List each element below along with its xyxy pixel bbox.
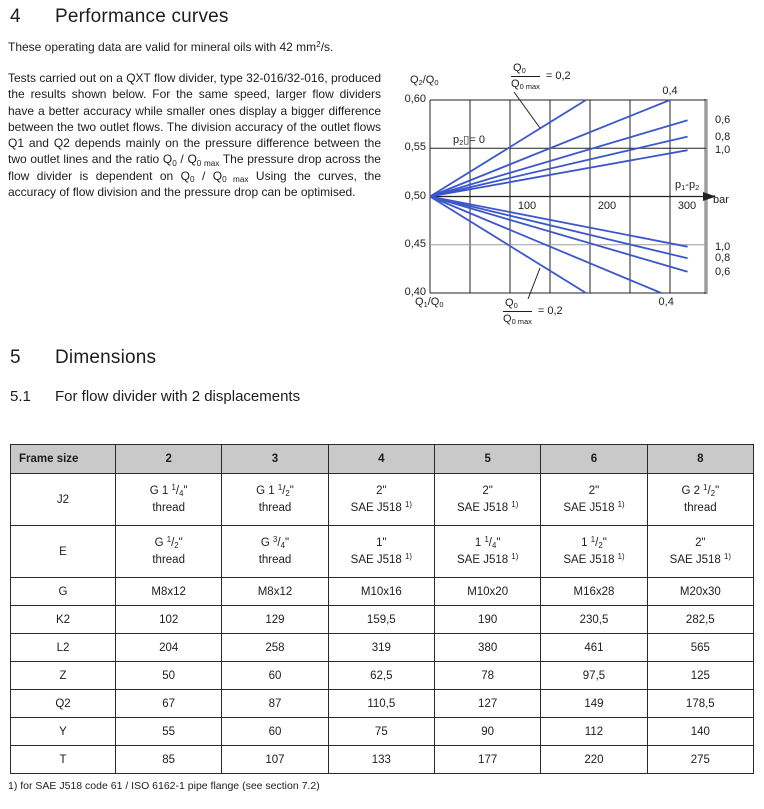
curve-label-lower-0,8: 0,8 xyxy=(715,252,731,265)
table-cell: 177 xyxy=(434,746,540,774)
table-cell: 67 xyxy=(116,690,222,718)
curve-label-lower-1,0: 1,0 xyxy=(715,240,731,253)
table-cell: 127 xyxy=(434,690,540,718)
y-tick-0,40: 0,40 xyxy=(404,286,426,298)
row-label-Z: Z xyxy=(11,662,116,690)
table-cell: 230,5 xyxy=(541,606,647,634)
table-header-size-8: 8 xyxy=(647,445,753,474)
cell-line: SAE J518 $^{1)}$ xyxy=(563,551,625,566)
section-5-1-heading xyxy=(10,388,300,405)
section-4-heading xyxy=(10,6,229,28)
table-cell xyxy=(541,526,647,578)
table-cell: 102 xyxy=(116,606,222,634)
table-cell: M20x30 xyxy=(647,578,753,606)
x-axis-label: $p_1-p_2$ xyxy=(675,179,700,193)
table-cell: 55 xyxy=(116,718,222,746)
chart-canvas xyxy=(398,60,764,338)
table-cell xyxy=(541,474,647,526)
table-cell: 461 xyxy=(541,634,647,662)
cell-line: SAE J518 $^{1)}$ xyxy=(350,551,412,566)
curve-label-lower-0,6: 0,6 xyxy=(715,265,731,278)
cell-line: 2" xyxy=(588,484,600,497)
section-5-number: 5 xyxy=(10,347,21,368)
ratio-fraction xyxy=(511,63,540,90)
table-cell: 275 xyxy=(647,746,753,774)
table-cell: 85 xyxy=(116,746,222,774)
table-cell: 112 xyxy=(541,718,647,746)
section-5-1-title: For flow divider with 2 displacements xyxy=(55,388,301,405)
y-tick-0,55: 0,55 xyxy=(404,141,426,154)
table-cell: 190 xyxy=(434,606,540,634)
ratio-equals: = 0,2 xyxy=(537,305,563,317)
curve-label-upper-0,8: 0,8 xyxy=(715,130,731,143)
table-cell: 60 xyxy=(222,718,328,746)
y-axis-label-top: $Q_2/Q_0$ xyxy=(410,74,439,88)
table-cell: 140 xyxy=(647,718,753,746)
annotation-pointer-top xyxy=(514,92,540,128)
table-cell: 319 xyxy=(328,634,434,662)
row-label-J2: J2 xyxy=(11,474,116,526)
x-axis-unit: bar xyxy=(713,194,729,206)
performance-chart xyxy=(398,60,764,338)
ratio-numerator: $Q_0$ xyxy=(511,63,540,77)
table-cell: M16x28 xyxy=(541,578,647,606)
table-cell xyxy=(328,474,434,526)
x-tick-300: 300 xyxy=(677,200,697,212)
cell-line: thread xyxy=(152,501,185,514)
cell-line: thread xyxy=(152,553,185,566)
table-cell xyxy=(328,526,434,578)
dimensions-table xyxy=(10,444,754,774)
table-cell: 258 xyxy=(222,634,328,662)
curve-label-upper-1,0: 1,0 xyxy=(715,144,731,157)
ratio-annotation-bottom xyxy=(503,298,563,325)
ratio-denominator: $Q_{0 max}$ xyxy=(503,313,532,327)
section-5-1-number: 5.1 xyxy=(10,388,31,405)
x-tick-100: 100 xyxy=(517,200,537,212)
table-cell: 125 xyxy=(647,662,753,690)
table-cell: 107 xyxy=(222,746,328,774)
row-label-L2: L2 xyxy=(11,634,116,662)
table-cell xyxy=(647,526,753,578)
table-cell: 380 xyxy=(434,634,540,662)
table-cell: 90 xyxy=(434,718,540,746)
cell-line: 2" xyxy=(482,484,493,497)
row-label-Y: Y xyxy=(11,718,116,746)
table-cell: 129 xyxy=(222,606,328,634)
table-cell: 78 xyxy=(434,662,540,690)
cell-line: thread xyxy=(258,553,292,566)
table-cell xyxy=(116,474,222,526)
condition-p2-label: $p_2▯= 0$ xyxy=(453,134,485,148)
section-4-number: 4 xyxy=(10,6,21,27)
cell-line: thread xyxy=(684,501,717,514)
table-cell: M8x12 xyxy=(222,578,328,606)
table-cell xyxy=(434,526,540,578)
row-label-K2: K2 xyxy=(11,606,116,634)
ratio-denominator: $Q_{0 max}$ xyxy=(511,78,540,92)
cell-line: G 1 $^1/_4$" xyxy=(149,482,188,498)
table-cell: 75 xyxy=(328,718,434,746)
table-cell: M10x16 xyxy=(328,578,434,606)
cell-line: thread xyxy=(258,501,292,514)
cell-line: 2" xyxy=(695,536,706,549)
table-cell: 178,5 xyxy=(647,690,753,718)
table-cell: 60 xyxy=(222,662,328,690)
table-cell xyxy=(222,474,328,526)
intro-paragraph: These operating data are valid for mineral oils with 42 $mm^2/s$. xyxy=(8,40,334,54)
y-tick-0,50: 0,50 xyxy=(404,189,426,202)
table-cell: 220 xyxy=(541,746,647,774)
curve-label-upper-0,4: 0,4 xyxy=(662,85,678,97)
table-header-size-6: 6 xyxy=(541,445,647,474)
cell-line: G $^3/_4$" xyxy=(260,534,290,550)
table-cell: 282,5 xyxy=(647,606,753,634)
cell-line: G 1 $^1/_2$" xyxy=(256,482,294,498)
ratio-numerator: $Q_0$ xyxy=(503,298,532,312)
table-cell: M8x12 xyxy=(116,578,222,606)
cell-line: SAE J518 $^{1)}$ xyxy=(457,551,519,566)
section-5-title: Dimensions xyxy=(55,347,157,368)
cell-line: 1" xyxy=(376,536,387,549)
table-cell: 133 xyxy=(328,746,434,774)
curve-label-lower-0,4: 0,4 xyxy=(658,296,674,308)
cell-line: SAE J518 $^{1)}$ xyxy=(563,499,625,514)
table-cell: 149 xyxy=(541,690,647,718)
ratio-equals: = 0,2 xyxy=(545,70,571,82)
y-axis-label-bottom: $Q_1/Q_0$ xyxy=(415,296,444,310)
table-cell: 110,5 xyxy=(328,690,434,718)
curve-ratio-0,8 xyxy=(430,197,688,259)
annotation-pointer-bottom xyxy=(528,268,540,299)
table-cell: 50 xyxy=(116,662,222,690)
table-cell: 159,5 xyxy=(328,606,434,634)
curve-ratio-0,6 xyxy=(430,197,688,272)
footnote: 1) for SAE J518 code 61 / ISO 6162-1 pipe flange (see section 7.2) xyxy=(8,780,320,792)
cell-line: G 2 $^1/_2$" xyxy=(681,482,720,498)
body-paragraph: Tests carried out on a QXT flow divider, type 32-016/32-016, produced the results shown below. For the same speed, larger flow dividers have a better accuracy while smaller ones display a bigger difference between the two outlet flows. The division accuracy of the outlet flows Q1 and Q2 depends mainly on the pressure difference between the two outlet lines and the ratio $Q_0 / Q_{0 max}$ The pressure drop across the flow divider is dependent on $Q_0 / Q_{0 max}$ Using the curves, the accuracy of flow division and the pressure drop can be optimised. xyxy=(8,71,381,200)
table-cell: 204 xyxy=(116,634,222,662)
table-header-size-5: 5 xyxy=(434,445,540,474)
table-cell xyxy=(222,526,328,578)
table-cell: 97,5 xyxy=(541,662,647,690)
section-5-heading xyxy=(10,347,156,369)
ratio-fraction xyxy=(503,298,532,325)
table-header-size-3: 3 xyxy=(222,445,328,474)
curve-ratio-1,0 xyxy=(430,197,688,247)
section-4-title: Performance curves xyxy=(55,6,229,27)
cell-line: 1 $^1/_2$" xyxy=(581,534,607,550)
y-tick-0,60: 0,60 xyxy=(404,93,426,105)
cell-line: SAE J518 $^{1)}$ xyxy=(350,499,412,514)
curve-label-upper-0,6: 0,6 xyxy=(715,114,731,127)
table-cell: M10x20 xyxy=(434,578,540,606)
cell-line: G $^1/_2$" xyxy=(154,534,183,550)
table-cell: 565 xyxy=(647,634,753,662)
x-tick-200: 200 xyxy=(597,200,617,212)
curve-ratio-0,6 xyxy=(430,120,688,196)
cell-line: 1 $^1/_4$" xyxy=(474,534,501,550)
row-label-Q2: Q2 xyxy=(11,690,116,718)
table-cell: 62,5 xyxy=(328,662,434,690)
cell-line: SAE J518 $^{1)}$ xyxy=(457,499,519,514)
row-label-E: E xyxy=(11,526,116,578)
row-label-T: T xyxy=(11,746,116,774)
table-cell xyxy=(434,474,540,526)
ratio-annotation-top xyxy=(511,63,571,90)
cell-line: 2" xyxy=(376,484,387,497)
cell-line: SAE J518 $^{1)}$ xyxy=(669,551,731,566)
table-header-frame-size: Frame size xyxy=(11,445,116,474)
y-tick-0,45: 0,45 xyxy=(404,237,426,250)
table-header-size-4: 4 xyxy=(328,445,434,474)
table-cell: 87 xyxy=(222,690,328,718)
row-label-G: G xyxy=(11,578,116,606)
table-cell xyxy=(647,474,753,526)
table-header-size-2: 2 xyxy=(116,445,222,474)
table-cell xyxy=(116,526,222,578)
